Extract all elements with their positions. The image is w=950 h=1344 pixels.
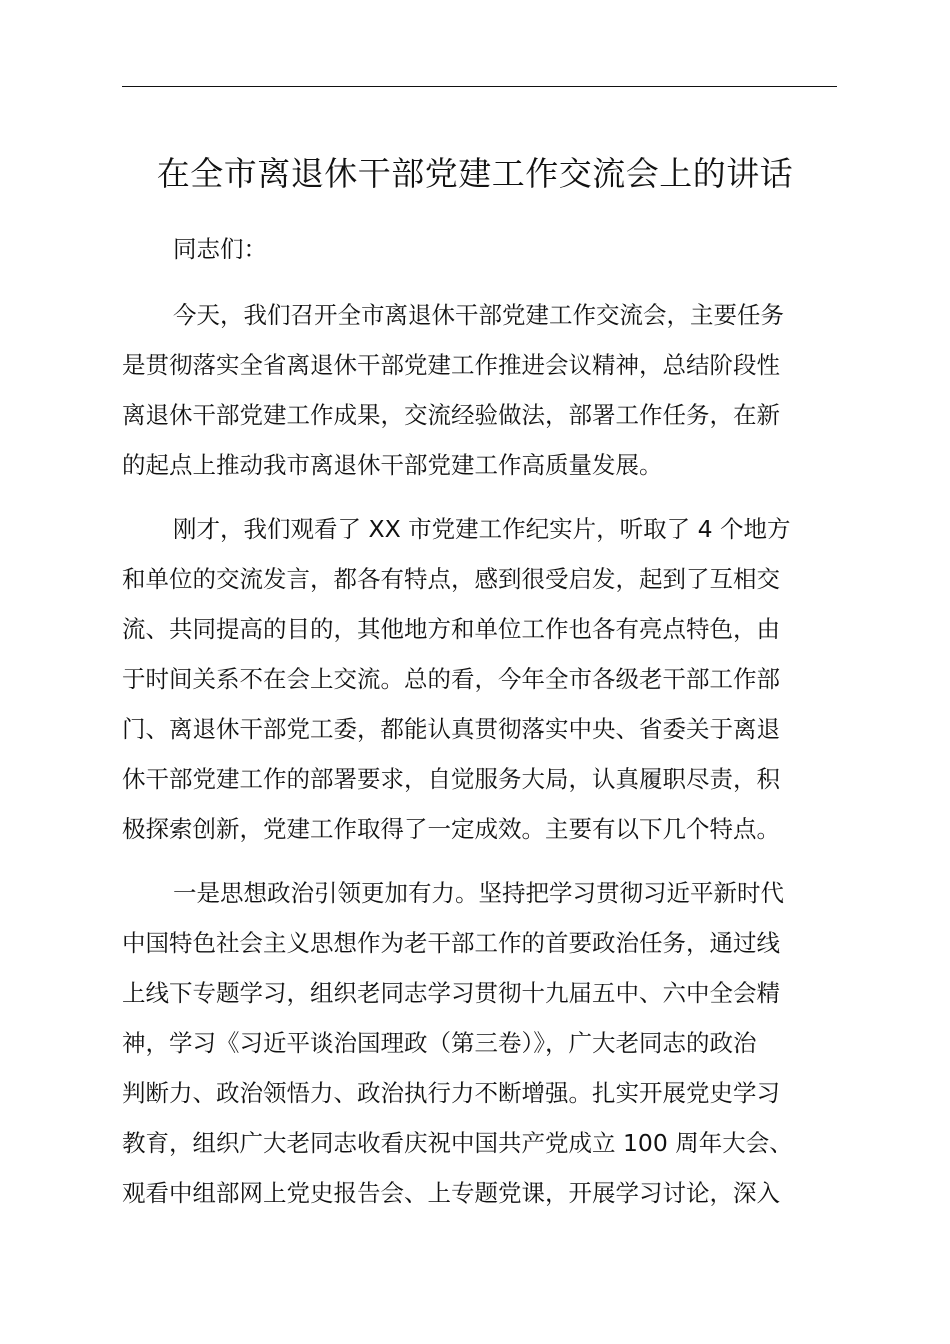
paragraph-line: 一是思想政治引领更加有力。坚持把学习贯彻习近平新时代 bbox=[173, 879, 784, 907]
paragraph-line: 于时间关系不在会上交流。总的看，今年全市各级老干部工作部 bbox=[122, 665, 780, 693]
salutation: 同志们： bbox=[173, 235, 267, 263]
paragraph-line: 流、共同提高的目的，其他地方和单位工作也各有亮点特色，由 bbox=[122, 615, 780, 643]
paragraph-line: 中国特色社会主义思想作为老干部工作的首要政治任务，通过线 bbox=[122, 929, 780, 957]
paragraph-line: 刚才，我们观看了 XX 市党建工作纪实片，听取了 4 个地方 bbox=[173, 515, 791, 543]
paragraph-line: 是贯彻落实全省离退休干部党建工作推进会议精神，总结阶段性 bbox=[122, 351, 780, 379]
paragraph-line: 神，学习《习近平谈治国理政（第三卷）》，广大老同志的政治 bbox=[122, 1029, 757, 1057]
paragraph-line: 今天，我们召开全市离退休干部党建工作交流会，主要任务 bbox=[173, 301, 784, 329]
header-rule bbox=[122, 86, 837, 87]
paragraph-line: 上线下专题学习，组织老同志学习贯彻十九届五中、六中全会精 bbox=[122, 979, 780, 1007]
paragraph-line: 观看中组部网上党史报告会、上专题党课，开展学习讨论，深入 bbox=[122, 1179, 780, 1207]
document-title: 在全市离退休干部党建工作交流会上的讲话 bbox=[156, 154, 794, 193]
paragraph-line: 极探索创新，党建工作取得了一定成效。主要有以下几个特点。 bbox=[122, 815, 780, 843]
paragraph-line: 教育，组织广大老同志收看庆祝中国共产党成立 100 周年大会、 bbox=[122, 1129, 793, 1157]
paragraph-line: 判断力、政治领悟力、政治执行力不断增强。扎实开展党史学习 bbox=[122, 1079, 780, 1107]
paragraph-line: 休干部党建工作的部署要求，自觉服务大局，认真履职尽责，积 bbox=[122, 765, 780, 793]
paragraph-line: 和单位的交流发言，都各有特点，感到很受启发，起到了互相交 bbox=[122, 565, 780, 593]
paragraph-line: 的起点上推动我市离退休干部党建工作高质量发展。 bbox=[122, 451, 663, 479]
paragraph-line: 离退休干部党建工作成果，交流经验做法，部署工作任务，在新 bbox=[122, 401, 780, 429]
paragraph-line: 门、离退休干部党工委，都能认真贯彻落实中央、省委关于离退 bbox=[122, 715, 780, 743]
